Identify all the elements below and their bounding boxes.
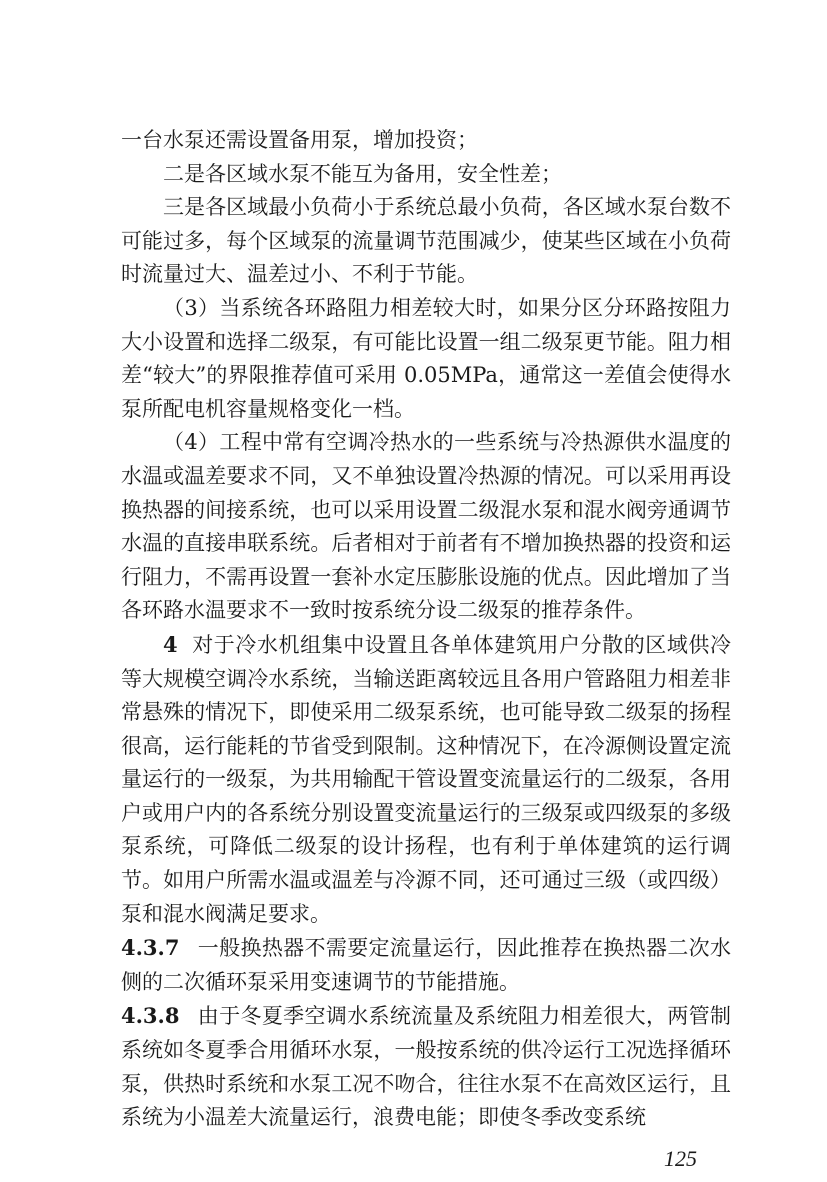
paragraph-3: （3）当系统各环路阻力相差较大时，如果分区分环路按阻力大小设置和选择二级泵，有可能比设置一组二级泵更节能。阻力相差“较大”的界限推荐值可采用 0.05MPa，通常这一差值会使得水泵所配电机容量规格变化一档。 (121, 295, 731, 421)
paragraph-1: 二是各区域水泵不能互为备用，安全性差； (163, 161, 562, 186)
section-4-3-7: 4.3.7 一般换热器不需要定流量运行，因此推荐在换热器二次水侧的二次循环泵采用变速调节的节能措施。 (121, 935, 731, 994)
section-number: 4.3.8 (121, 1003, 180, 1029)
body-text (121, 124, 731, 1135)
paragraph-2: 三是各区域最小负荷小于系统总最小负荷，各区域水泵台数不可能过多，每个区域泵的流量调节范围减少，使某些区域在小负荷时流量过大、温差过小、不利于节能。 (121, 195, 731, 287)
paragraph-5: 4 对于冷水机组集中设置且各单体建筑用户分散的区域供冷等大规模空调冷水系统，当输送距离较远且各用户管路阻力相差非常悬殊的情况下，即使采用二级泵系统，也可能导致二级泵的扬程很高，运行能耗的节省受到限制。这种情况下，在冷源侧设置定流量运行的一级泵，为共用输配干管设置变流量运行的二级泵，各用户或用户内的各系统分别设置变流量运行的三级泵或四级泵的多级泵系统，可降低二级泵的设计扬程，也有利于单体建筑的运行调节。如用户所需水温或温差与冷源不同，还可通过三级（或四级）泵和混水阀满足要求。 (121, 631, 731, 926)
paragraph-0: 一台水泵还需设置备用泵，增加投资； (121, 128, 478, 152)
section-number: 4.3.7 (121, 935, 180, 961)
section-4-3-8: 4.3.8 由于冬夏季空调水系统流量及系统阻力相差很大，两管制系统如冬夏季合用循环水泵，一般按系统的供冷运行工况选择循环泵，供热时系统和水泵工况不吻合，往往水泵不在高效区运行，且系统为小温差大流量运行，浪费电能；即使冬季改变系统 (121, 1003, 731, 1130)
item-number: 4 (163, 631, 178, 657)
page-number: 125 (664, 1146, 697, 1171)
paragraph-4: （4）工程中常有空调冷热水的一些系统与冷热源供水温度的水温或温差要求不同，又不单独设置冷热源的情况。可以采用再设换热器的间接系统，也可以采用设置二级混水泵和混水阀旁通调节水温的直接串联系统。后者相对于前者有不增加换热器的投资和运行阻力，不需再设置一套补水定压膨胀设施的优点。因此增加了当各环路水温要求不一致时按系统分设二级泵的推荐条件。 (121, 430, 731, 623)
